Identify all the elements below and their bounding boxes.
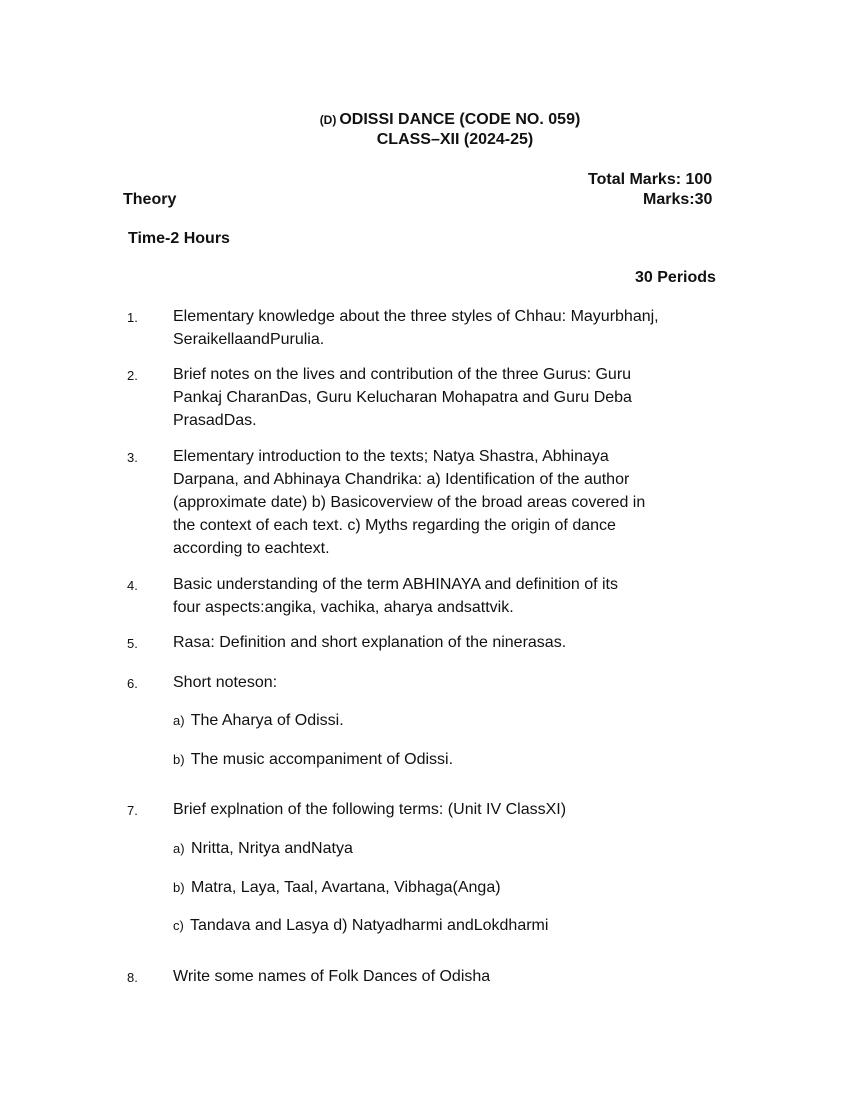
sub-item [173,876,501,899]
sub-item-label: a) [173,841,185,856]
item-line: PrasadDas. [173,412,257,429]
sub-item [173,914,548,937]
sub-item [173,748,453,771]
item-number: 4. [127,578,138,593]
sub-item-text: The music accompaniment of Odissi. [190,751,454,768]
item-line: Rasa: Definition and short explanation of the ninerasas. [173,634,567,651]
sub-item-label: b) [173,880,185,895]
item-line: Elementary introduction to the texts; Natya Shastra, Abhinaya [173,448,609,465]
list-item [173,671,703,694]
sub-item-text: Tandava and Lasya d) Natyadharmi andLokdharmi [190,917,549,934]
item-number: 2. [127,368,138,383]
sub-item-text: Matra, Laya, Taal, Avartana, Vibhaga(Anga) [191,879,501,896]
item-line: Brief notes on the lives and contribution of the three Gurus: Guru [173,366,632,383]
total-periods: 30 Periods [635,269,716,286]
sub-item-text: Nritta, Nritya andNatya [191,840,353,857]
section-prefix: (D) [319,113,337,127]
item-line: four aspects:angika, vachika, aharya andsattvik. [173,599,514,616]
item-line: the context of each text. c) Myths regarding the origin of dance [173,517,616,534]
list-item [173,363,703,432]
list-item [173,798,703,821]
item-line: Short noteson: [173,674,278,691]
list-item [173,305,703,351]
item-line: Brief explnation of the following terms: (Unit IV ClassXI) [173,801,567,818]
sub-item [173,837,353,860]
sub-item-label: a) [173,713,185,728]
exam-time: Time-2 Hours [128,230,230,247]
theory-marks: Marks:30 [643,191,713,208]
page-title [0,111,850,129]
list-item [173,631,703,654]
list-item [173,445,703,560]
class-line: CLASS–XII (2024-25) [376,131,534,148]
item-line: according to eachtext. [173,540,330,557]
item-line: Basic understanding of the term ABHINAYA and definition of its [173,576,618,593]
item-number: 8. [127,970,138,985]
item-number: 6. [127,676,138,691]
total-marks: Total Marks: 100 [588,171,713,188]
subject-title: ODISSI DANCE (CODE NO. 059) [339,111,581,128]
item-line: Pankaj CharanDas, Guru Kelucharan Mohapatra and Guru Deba [173,389,632,406]
item-line: Darpana, and Abhinaya Chandrika: a) Identification of the author [173,471,630,488]
item-number: 5. [127,636,138,651]
sub-item-label: b) [173,752,185,767]
item-number: 7. [127,803,138,818]
item-line: SeraikellaandPurulia. [173,331,325,348]
sub-item-label: c) [173,918,184,933]
item-line: Write some names of Folk Dances of Odisha [173,968,491,985]
sub-item [173,709,344,732]
item-number: 3. [127,450,138,465]
item-number: 1. [127,310,138,325]
sub-item-text: The Aharya of Odissi. [190,712,344,729]
item-line: (approximate date) b) Basicoverview of the broad areas covered in [173,494,646,511]
list-item [173,965,703,988]
theory-heading: Theory [123,191,177,208]
item-line: Elementary knowledge about the three styles of Chhau: Mayurbhanj, [173,308,659,325]
list-item [173,573,703,619]
